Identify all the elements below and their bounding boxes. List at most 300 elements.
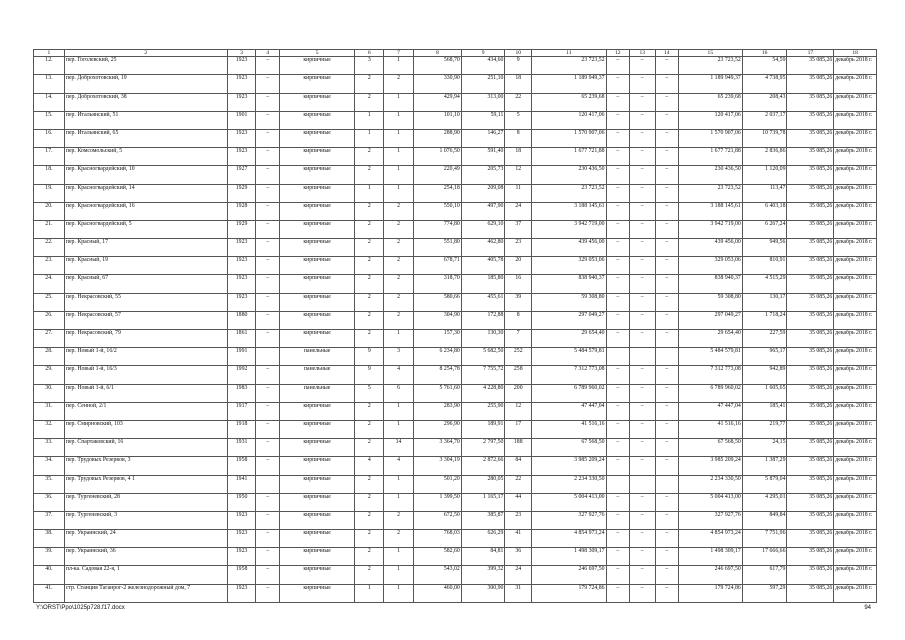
- table-cell: декабрь 2018 г.: [834, 493, 877, 511]
- table-cell: 20: [505, 257, 532, 275]
- table-cell: –: [655, 129, 678, 147]
- table-cell: –: [256, 166, 279, 184]
- table-cell: 14.: [34, 93, 65, 111]
- table-cell: –: [606, 420, 629, 438]
- table-cell: декабрь 2018 г.: [834, 566, 877, 584]
- table-cell: 5 484 579,81: [532, 348, 607, 366]
- table-cell: 12.: [34, 57, 65, 75]
- table-cell: –: [256, 57, 279, 75]
- table-cell: 1 189 949,37: [532, 75, 607, 93]
- table-cell: стр. Станция Таганрог-2 железнодорожный дом, 7: [64, 584, 227, 602]
- table-cell: 220,49: [413, 166, 461, 184]
- table-cell: пер. Некрасовский, 57: [64, 311, 227, 329]
- table-cell: 26.: [34, 311, 65, 329]
- table-cell: 18.: [34, 166, 65, 184]
- table-cell: –: [606, 566, 629, 584]
- table-cell: 28.: [34, 348, 65, 366]
- table-cell: –: [629, 366, 655, 384]
- table-row: [34, 384, 877, 402]
- table-cell: –: [629, 148, 655, 166]
- table-cell: кирпичные: [279, 57, 355, 75]
- table-cell: 1992: [227, 366, 256, 384]
- table-cell: –: [629, 566, 655, 584]
- table-cell: 582,60: [413, 548, 461, 566]
- table-cell: кирпичные: [279, 202, 355, 220]
- table-cell: 2: [355, 475, 384, 493]
- table-cell: 41 516,16: [532, 420, 607, 438]
- table-cell: 2: [355, 293, 384, 311]
- table-cell: 227,59: [742, 330, 787, 348]
- table-cell: 1958: [227, 566, 256, 584]
- table-cell: 3 942 719,00: [678, 220, 742, 238]
- table-cell: 246 697,50: [678, 566, 742, 584]
- table-cell: –: [655, 111, 678, 129]
- table-cell: кирпичные: [279, 111, 355, 129]
- table-cell: 1 189 949,37: [678, 75, 742, 93]
- table-cell: 4 738,95: [742, 75, 787, 93]
- table-cell: пер. Доброхотовский, 19: [64, 75, 227, 93]
- table-cell: 5: [505, 111, 532, 129]
- table-cell: декабрь 2018 г.: [834, 239, 877, 257]
- table-cell: пер. Комсомольский, 5: [64, 148, 227, 166]
- table-cell: 1: [384, 584, 414, 602]
- table-cell: 2 234 330,50: [532, 475, 607, 493]
- table-cell: кирпичные: [279, 530, 355, 548]
- table-cell: 1880: [227, 311, 256, 329]
- table-cell: 35 085,26: [787, 129, 834, 147]
- table-cell: пер. Тургеневский, 28: [64, 493, 227, 511]
- table-cell: 34.: [34, 457, 65, 475]
- table-cell: панельные: [279, 384, 355, 402]
- table-row: [34, 166, 877, 184]
- table-cell: 7 755,72: [461, 366, 505, 384]
- table-cell: 3 304,19: [413, 457, 461, 475]
- table-cell: декабрь 2018 г.: [834, 75, 877, 93]
- table-cell: 429,94: [413, 93, 461, 111]
- table-cell: 1991: [227, 348, 256, 366]
- table-cell: 4 515,29: [742, 275, 787, 293]
- table-cell: пер. Трудовых Резервов, 4 1: [64, 475, 227, 493]
- table-cell: 2: [355, 275, 384, 293]
- table-cell: 6 403,18: [742, 202, 787, 220]
- table-cell: –: [655, 293, 678, 311]
- table-cell: 1: [384, 166, 414, 184]
- table-cell: –: [655, 402, 678, 420]
- table-cell: 19.: [34, 184, 65, 202]
- table-cell: 1: [384, 402, 414, 420]
- table-cell: 1 677 721,88: [532, 148, 607, 166]
- table-cell: –: [256, 275, 279, 293]
- table-cell: 1 120,09: [742, 166, 787, 184]
- table-cell: –: [606, 366, 629, 384]
- table-cell: 35 085,26: [787, 239, 834, 257]
- table-cell: –: [606, 439, 629, 457]
- table-cell: декабрь 2018 г.: [834, 402, 877, 420]
- table-cell: [256, 348, 279, 366]
- table-cell: 2 797,50: [461, 439, 505, 457]
- table-cell: кирпичные: [279, 493, 355, 511]
- table-cell: –: [256, 311, 279, 329]
- table-cell: 2: [355, 257, 384, 275]
- table-cell: 3 188 145,61: [678, 202, 742, 220]
- table-cell: 1: [384, 566, 414, 584]
- table-cell: декабрь 2018 г.: [834, 257, 877, 275]
- table-cell: 2: [355, 493, 384, 511]
- table-cell: 146,27: [461, 129, 505, 147]
- table-row: [34, 220, 877, 238]
- table-cell: 2: [355, 548, 384, 566]
- table-cell: 5 004 413,00: [678, 493, 742, 511]
- table-row: [34, 129, 877, 147]
- table-cell: 54,59: [742, 57, 787, 75]
- table-cell: 434,60: [461, 57, 505, 75]
- table-cell: –: [655, 439, 678, 457]
- table-cell: пер. Красный, 17: [64, 239, 227, 257]
- table-cell: 4 228,80: [461, 384, 505, 402]
- table-cell: –: [655, 366, 678, 384]
- table-cell: 47 447,04: [532, 402, 607, 420]
- table-cell: –: [256, 439, 279, 457]
- table-cell: 35 085,26: [787, 530, 834, 548]
- table-cell: 157,30: [413, 330, 461, 348]
- table-cell: –: [256, 257, 279, 275]
- table-cell: –: [655, 166, 678, 184]
- table-cell: 838 940,37: [532, 275, 607, 293]
- table-cell: кирпичные: [279, 439, 355, 457]
- table-cell: 23 723,52: [678, 57, 742, 75]
- table-cell: 965,17: [742, 348, 787, 366]
- column-header: 15: [678, 50, 742, 57]
- table-cell: 35 085,26: [787, 457, 834, 475]
- table-cell: 22: [505, 93, 532, 111]
- table-cell: 47 447,04: [678, 402, 742, 420]
- table-cell: кирпичные: [279, 566, 355, 584]
- table-cell: 1923: [227, 239, 256, 257]
- table-cell: 1: [384, 493, 414, 511]
- table-cell: 1: [355, 129, 384, 147]
- column-header: 11: [532, 50, 607, 57]
- table-header-row: [34, 50, 877, 57]
- table-cell: –: [629, 402, 655, 420]
- table-cell: кирпичные: [279, 148, 355, 166]
- table-cell: –: [606, 293, 629, 311]
- table-cell: 31: [505, 584, 532, 602]
- table-cell: декабрь 2018 г.: [834, 111, 877, 129]
- table-cell: 297 049,27: [532, 311, 607, 329]
- column-header: 12: [606, 50, 629, 57]
- table-cell: 838 940,37: [678, 275, 742, 293]
- table-cell: 27.: [34, 330, 65, 348]
- table-cell: 35 085,26: [787, 111, 834, 129]
- table-cell: 330,90: [413, 75, 461, 93]
- table-cell: 4 295,01: [742, 493, 787, 511]
- table-cell: 35 085,26: [787, 584, 834, 602]
- table-cell: 1923: [227, 584, 256, 602]
- table-cell: 40.: [34, 566, 65, 584]
- table-cell: –: [655, 184, 678, 202]
- column-header: 9: [461, 50, 505, 57]
- table-cell: 44: [505, 493, 532, 511]
- table-cell: 1927: [227, 166, 256, 184]
- table-cell: 949,56: [742, 239, 787, 257]
- table-cell: декабрь 2018 г.: [834, 439, 877, 457]
- table-cell: 1 570 907,06: [678, 129, 742, 147]
- table-cell: 29.: [34, 366, 65, 384]
- table-cell: 3 985 209,24: [532, 457, 607, 475]
- table-cell: 32.: [34, 420, 65, 438]
- table-cell: –: [655, 311, 678, 329]
- table-cell: [606, 348, 629, 366]
- table-cell: 1: [355, 184, 384, 202]
- table-cell: 1929: [227, 220, 256, 238]
- table-cell: 2: [355, 220, 384, 238]
- table-cell: 219,77: [742, 420, 787, 438]
- table-cell: 7 751,96: [742, 530, 787, 548]
- table-cell: 67 568,50: [532, 439, 607, 457]
- table-cell: –: [629, 239, 655, 257]
- table-cell: 304,90: [413, 311, 461, 329]
- table-cell: 543,02: [413, 566, 461, 584]
- table-cell: 1: [355, 584, 384, 602]
- table-cell: 41: [505, 530, 532, 548]
- table-cell: кирпичные: [279, 548, 355, 566]
- table-cell: 1923: [227, 511, 256, 529]
- table-cell: 2: [384, 202, 414, 220]
- table-cell: 130,30: [461, 330, 505, 348]
- table-cell: 672,50: [413, 511, 461, 529]
- table-cell: –: [629, 511, 655, 529]
- table-cell: –: [256, 220, 279, 238]
- table-cell: –: [629, 457, 655, 475]
- table-row: [34, 439, 877, 457]
- table-cell: пер. Красногвардейский, 10: [64, 166, 227, 184]
- table-cell: 399,32: [461, 566, 505, 584]
- table-cell: –: [256, 566, 279, 584]
- table-cell: 551,80: [413, 239, 461, 257]
- table-cell: кирпичные: [279, 257, 355, 275]
- table-cell: 1 498 309,17: [532, 548, 607, 566]
- table-cell: 29 654,40: [678, 330, 742, 348]
- table-row: [34, 57, 877, 75]
- table-cell: 230 436,50: [678, 166, 742, 184]
- table-cell: –: [606, 330, 629, 348]
- table-row: [34, 311, 877, 329]
- table-row: [34, 493, 877, 511]
- table-cell: 280,05: [461, 475, 505, 493]
- table-cell: 810,91: [742, 257, 787, 275]
- table-cell: 12: [505, 166, 532, 184]
- table-cell: 2 037,17: [742, 111, 787, 129]
- table-cell: 31.: [34, 402, 65, 420]
- table-cell: 35 085,26: [787, 166, 834, 184]
- table-cell: –: [606, 493, 629, 511]
- table-cell: –: [655, 511, 678, 529]
- table-cell: 3 188 145,61: [532, 202, 607, 220]
- table-cell: 35 085,26: [787, 402, 834, 420]
- table-cell: 385,87: [461, 511, 505, 529]
- table-cell: –: [655, 239, 678, 257]
- table-cell: –: [606, 402, 629, 420]
- table-cell: –: [606, 584, 629, 602]
- table-cell: –: [256, 420, 279, 438]
- table-cell: 1: [384, 420, 414, 438]
- table-cell: [655, 348, 678, 366]
- table-cell: 1923: [227, 75, 256, 93]
- table-cell: кирпичные: [279, 293, 355, 311]
- table-cell: 252: [505, 348, 532, 366]
- table-cell: 2: [355, 311, 384, 329]
- table-cell: 1 498 309,17: [678, 548, 742, 566]
- table-cell: –: [606, 257, 629, 275]
- table-cell: декабрь 2018 г.: [834, 220, 877, 238]
- column-header: 6: [355, 50, 384, 57]
- table-cell: 36: [505, 548, 532, 566]
- table-cell: 11: [505, 184, 532, 202]
- table-cell: 172,88: [461, 311, 505, 329]
- table-cell: –: [606, 311, 629, 329]
- table-cell: –: [256, 202, 279, 220]
- table-cell: 329 053,06: [532, 257, 607, 275]
- table-cell: –: [256, 511, 279, 529]
- table-cell: –: [655, 220, 678, 238]
- table-cell: пер. Итальянский, 65: [64, 129, 227, 147]
- table-cell: –: [606, 511, 629, 529]
- table-row: [34, 330, 877, 348]
- table-cell: 2: [355, 511, 384, 529]
- table-cell: 35 085,26: [787, 184, 834, 202]
- table-cell: пер. Красный, 67: [64, 275, 227, 293]
- table-cell: 120 417,06: [532, 111, 607, 129]
- column-header: 1: [34, 50, 65, 57]
- table-cell: 59 308,80: [678, 293, 742, 311]
- table-cell: 8: [505, 129, 532, 147]
- table-cell: 230 436,50: [532, 166, 607, 184]
- table-cell: 2: [384, 511, 414, 529]
- table-cell: –: [629, 93, 655, 111]
- table-cell: 35 085,26: [787, 75, 834, 93]
- table-cell: 35 085,26: [787, 311, 834, 329]
- table-cell: пер. Новый 1-й, 16/3: [64, 366, 227, 384]
- table-cell: 1: [384, 330, 414, 348]
- footer-file-path: Y:\ORST\Ppo\1025p728.f17.docx: [36, 605, 125, 611]
- table-row: [34, 257, 877, 275]
- table-cell: 16: [505, 275, 532, 293]
- table-cell: 251,10: [461, 75, 505, 93]
- table-cell: –: [606, 548, 629, 566]
- table-cell: пер. Красногвардейский, 14: [64, 184, 227, 202]
- table-cell: 1941: [227, 475, 256, 493]
- table-cell: 2: [355, 166, 384, 184]
- table-cell: кирпичные: [279, 457, 355, 475]
- table-cell: кирпичные: [279, 275, 355, 293]
- table-cell: –: [256, 239, 279, 257]
- table-cell: –: [256, 75, 279, 93]
- table-cell: кирпичные: [279, 93, 355, 111]
- table-cell: 1923: [227, 530, 256, 548]
- table-cell: –: [606, 457, 629, 475]
- table-cell: 5 761,60: [413, 384, 461, 402]
- table-cell: 501,20: [413, 475, 461, 493]
- table-cell: кирпичные: [279, 420, 355, 438]
- table-cell: пер. Новый 1-й, 6/1: [64, 384, 227, 402]
- table-cell: 1923: [227, 275, 256, 293]
- table-cell: 1 718,24: [742, 311, 787, 329]
- table-cell: 6 234,80: [413, 348, 461, 366]
- table-cell: 617,79: [742, 566, 787, 584]
- table-row: [34, 293, 877, 311]
- table-cell: 35 085,26: [787, 384, 834, 402]
- table-cell: декабрь 2018 г.: [834, 148, 877, 166]
- table-cell: декабрь 2018 г.: [834, 93, 877, 111]
- table-cell: 17 666,66: [742, 548, 787, 566]
- table-cell: 25.: [34, 293, 65, 311]
- table-cell: 59 308,80: [532, 293, 607, 311]
- table-cell: 59,11: [461, 111, 505, 129]
- table-cell: пер. Новый 1-й, 16/2: [64, 348, 227, 366]
- table-cell: кирпичные: [279, 330, 355, 348]
- table-cell: 15.: [34, 111, 65, 129]
- table-cell: 2: [355, 93, 384, 111]
- table-cell: 2 872,66: [461, 457, 505, 475]
- table-cell: 7 312 773,08: [678, 366, 742, 384]
- table-cell: кирпичные: [279, 75, 355, 93]
- table-row: [34, 75, 877, 93]
- table-cell: –: [629, 220, 655, 238]
- table-cell: 1 677 721,88: [678, 148, 742, 166]
- column-header: 16: [742, 50, 787, 57]
- table-cell: 2: [384, 293, 414, 311]
- table-cell: [606, 475, 629, 493]
- table-cell: –: [629, 293, 655, 311]
- table-cell: –: [256, 584, 279, 602]
- table-row: [34, 420, 877, 438]
- table-cell: кирпичные: [279, 166, 355, 184]
- table-cell: 35 085,26: [787, 511, 834, 529]
- table-cell: –: [606, 184, 629, 202]
- column-header: 8: [413, 50, 461, 57]
- table-cell: 23 723,52: [678, 184, 742, 202]
- table-cell: 35 085,26: [787, 493, 834, 511]
- table-cell: 13.: [34, 75, 65, 93]
- table-cell: кирпичные: [279, 402, 355, 420]
- table-row: [34, 402, 877, 420]
- table-cell: 246 697,50: [532, 566, 607, 584]
- table-cell: 23: [505, 511, 532, 529]
- table-cell: –: [256, 93, 279, 111]
- table-cell: декабрь 2018 г.: [834, 129, 877, 147]
- table-cell: декабрь 2018 г.: [834, 457, 877, 475]
- table-cell: –: [655, 202, 678, 220]
- table-cell: 439 456,00: [532, 239, 607, 257]
- table-cell: –: [655, 330, 678, 348]
- table-cell: –: [629, 384, 655, 402]
- table-cell: 16.: [34, 129, 65, 147]
- table-cell: 24,15: [742, 439, 787, 457]
- table-cell: 1950: [227, 493, 256, 511]
- table-cell: –: [256, 148, 279, 166]
- table-cell: 208,43: [742, 93, 787, 111]
- table-row: [34, 566, 877, 584]
- table-row: [34, 511, 877, 529]
- table-cell: 3: [355, 57, 384, 75]
- table-cell: –: [606, 93, 629, 111]
- table-cell: –: [629, 111, 655, 129]
- table-cell: 1861: [227, 330, 256, 348]
- table-cell: 849,84: [742, 511, 787, 529]
- table-cell: кирпичные: [279, 184, 355, 202]
- table-cell: 2: [384, 75, 414, 93]
- table-cell: кирпичные: [279, 311, 355, 329]
